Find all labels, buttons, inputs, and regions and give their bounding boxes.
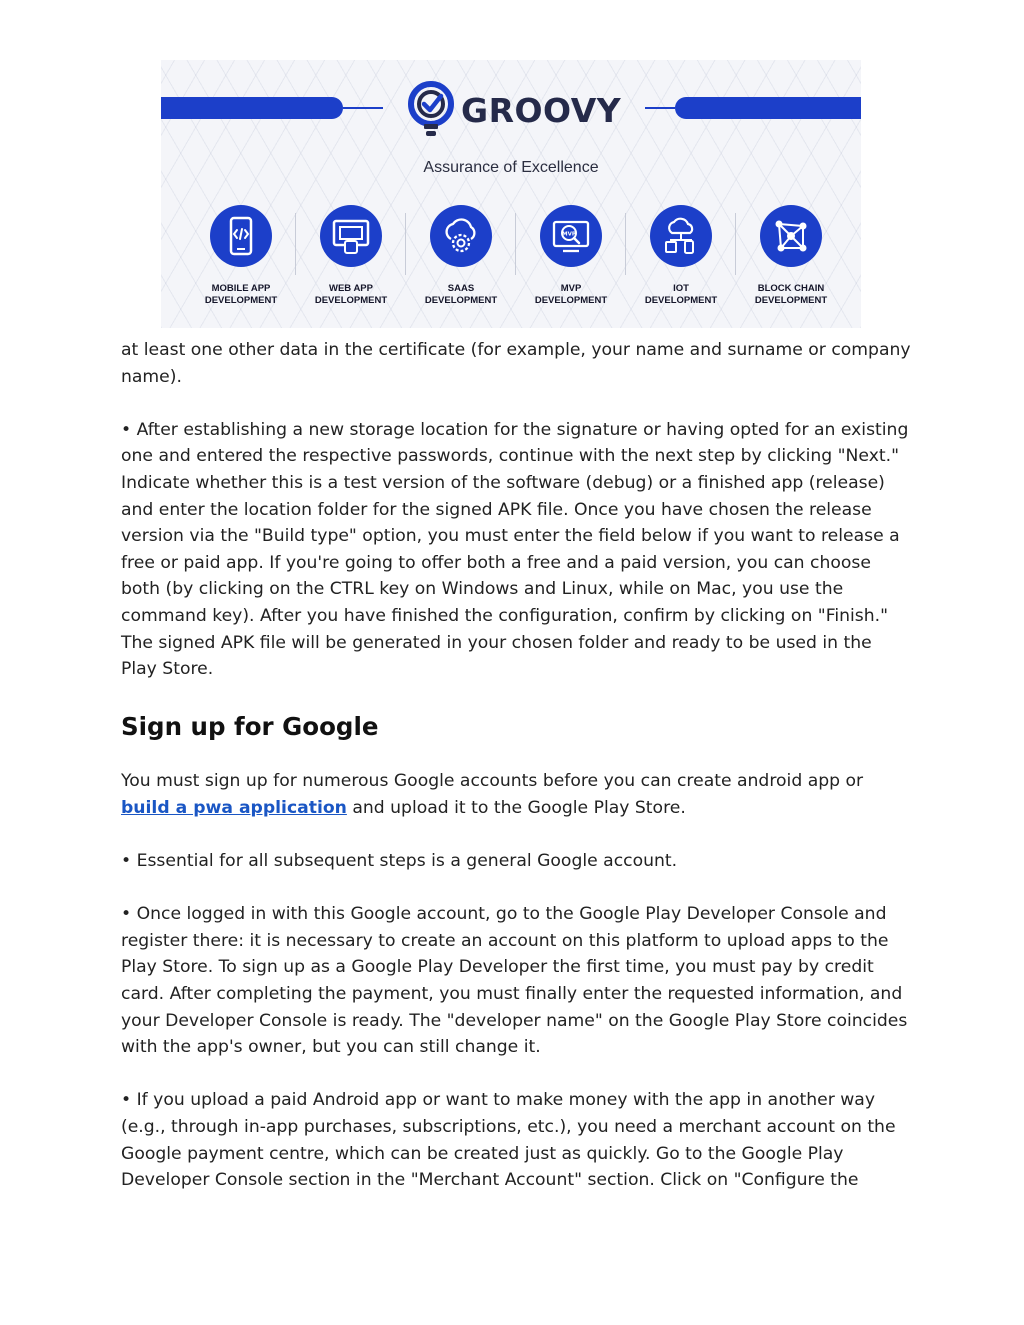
brand-name: GROOVY: [461, 90, 622, 130]
service-label: MOBILE APP DEVELOPMENT: [204, 283, 278, 306]
banner-line-left: [343, 107, 383, 109]
pwa-application-link[interactable]: build a pwa application: [121, 797, 347, 818]
service-blockchain: [736, 205, 846, 315]
cloud-gear-icon: [441, 217, 481, 255]
service-mvp: [516, 205, 626, 315]
tagline: Assurance of Excellence: [423, 159, 599, 176]
services-row: [186, 205, 846, 315]
svg-text:MVP: MVP: [562, 231, 576, 238]
banner-bar-right: [675, 97, 861, 119]
service-label: SAAS DEVELOPMENT: [424, 283, 498, 306]
service-web-app: [296, 205, 406, 315]
section-heading: Sign up for Google: [121, 712, 379, 742]
paragraph-with-link: [121, 768, 911, 821]
service-label: WEB APP DEVELOPMENT: [314, 283, 388, 306]
iot-cloud-devices-icon: [661, 216, 701, 256]
text-segment: You must sign up for numerous Google accounts before you can create android app or: [121, 771, 864, 792]
paragraph: • Once logged in with this Google account, go to the Google Play Developer Console and register there: it is necessary to create an account on this platform to upload apps to the Play Store. To sign up as a Google Play Developer the first time, you must pay by credit card. After completing the payment, you must finally enter the requested information, and your Developer Console is ready. The "developer name" on the Google Play Store coincides with the app's owner, but you can still change it.: [121, 904, 908, 1058]
service-label: MVP DEVELOPMENT: [534, 283, 608, 306]
service-label: BLOCK CHAIN DEVELOPMENT: [754, 283, 828, 306]
web-app-icon: [331, 217, 371, 255]
paragraph: at least one other data in the certificate (for example, your name and surname or company name).: [121, 340, 911, 387]
service-label: IOT DEVELOPMENT: [644, 283, 718, 306]
mobile-code-icon: [224, 216, 258, 256]
paragraph: • If you upload a paid Android app or want to make money with the app in another way (e.g., through in-app purchases, subscriptions, etc.), you need a merchant account on the Google payment centre, which can be created just as quickly. Go to the Google Play Developer Console section in the "Merchant Account" section. Click on "Configure the: [121, 1090, 896, 1191]
banner-line-right: [645, 107, 675, 109]
text-segment: and upload it to the Google Play Store.: [346, 797, 686, 818]
service-saas: [406, 205, 516, 315]
blockchain-network-icon: [771, 216, 811, 256]
groovy-logo: [405, 80, 625, 140]
mvp-magnifier-icon: [551, 217, 591, 255]
paragraph: • Essential for all subsequent steps is a general Google account.: [121, 851, 678, 872]
banner-bar-left: [161, 97, 343, 119]
paragraph: • After establishing a new storage location for the signature or having opted for an existing one and entered the respective passwords, continue with the next step by clicking "Next." Indicate whether this is a test version of the software (debug) or a finished app (release) and enter the location folder for the signed APK file. Once you have chosen the release version via the "Build type" option, you must enter the field below if you want to release a free or paid app. If you're going to offer both a free and a paid version, you can choose both (by clicking on the CTRL key on Windows and Linux, while on Mac, you use the command key). After you have finished the configuration, confirm by clicking on "Finish." The signed APK file will be generated in your chosen folder and ready to be used in the Play Store.: [121, 419, 909, 680]
service-iot: [626, 205, 736, 315]
bulb-check-icon: [405, 80, 457, 140]
service-mobile-app: [186, 205, 296, 315]
document-body: [121, 337, 911, 1220]
groovy-banner: [161, 60, 861, 328]
